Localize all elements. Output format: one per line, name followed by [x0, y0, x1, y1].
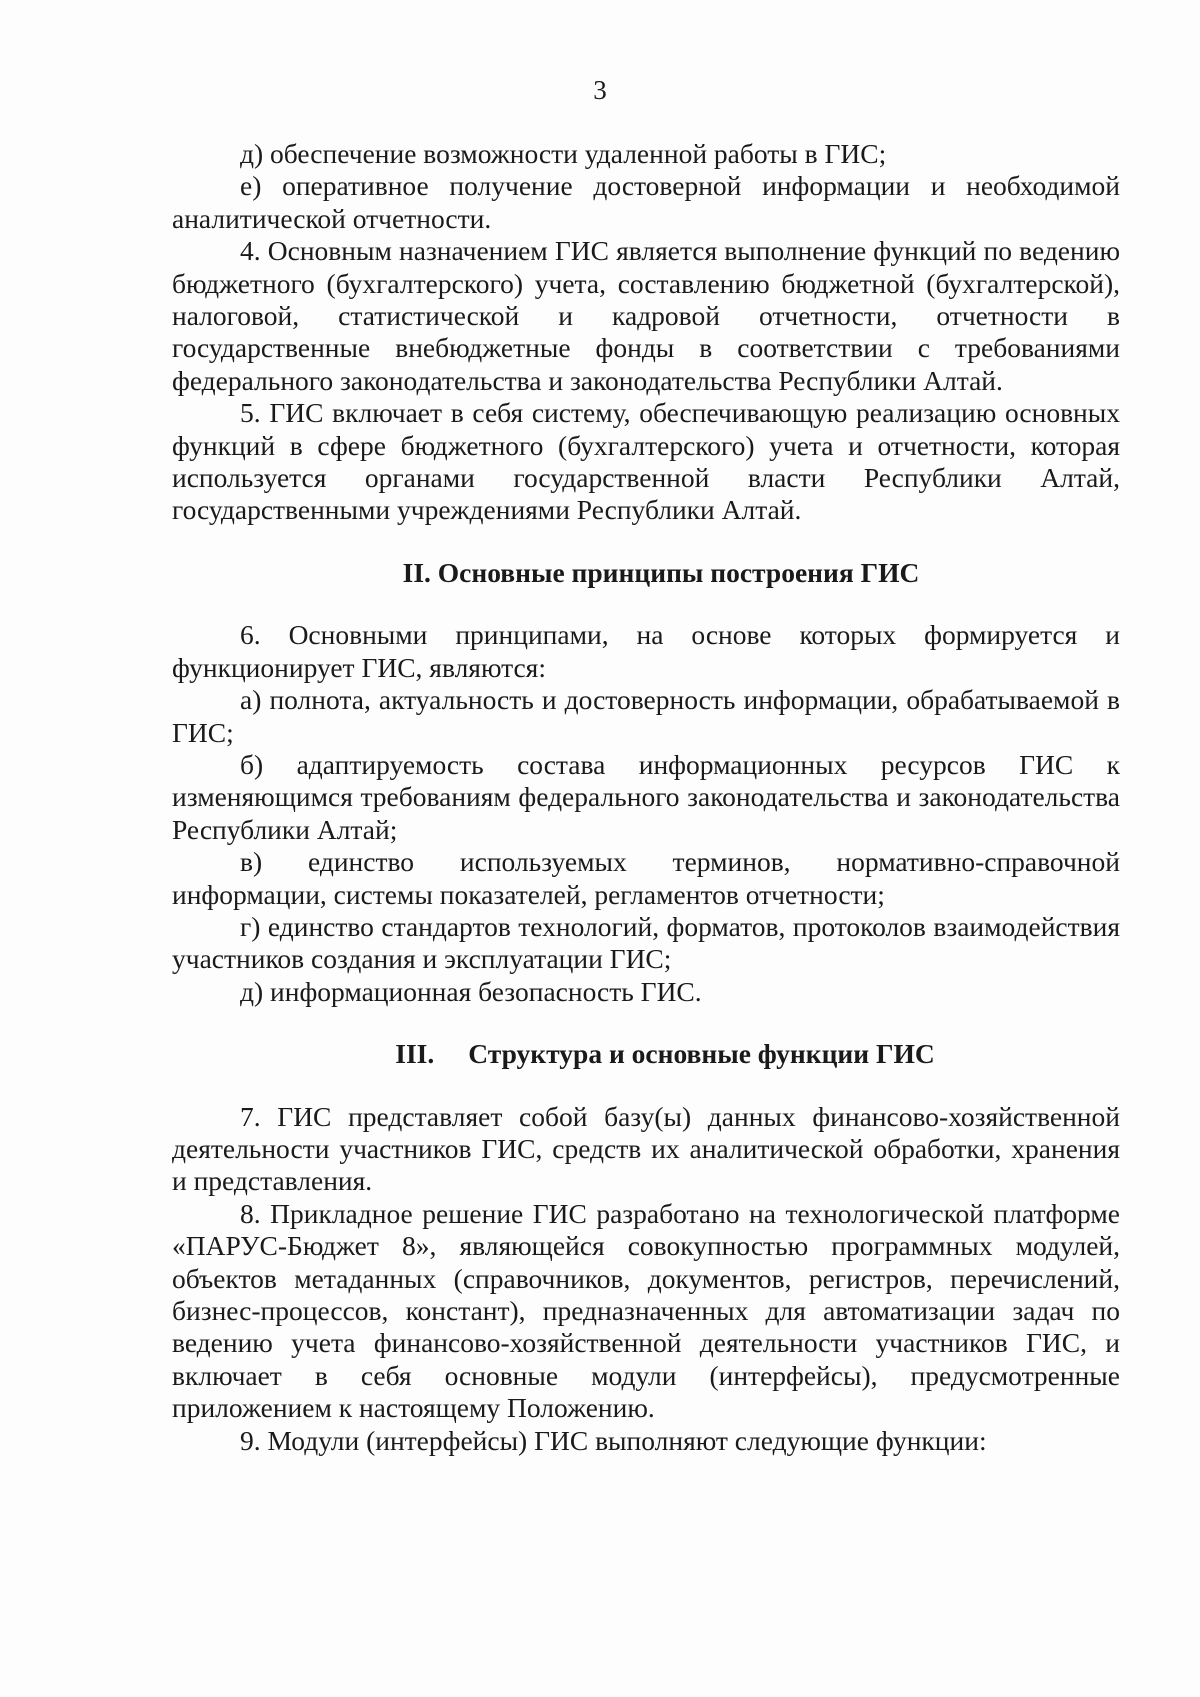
paragraph-8: 8. Прикладное решение ГИС разработано на технологической платформе «ПАРУС-Бюджет 8», являющейся совокупностью программных модулей, объектов метаданных (справочников, документов, регистров, перечислений, бизнес-процессов, констант), предназначенных для автоматизации задач по ведению учета финансово-хозяйственной деятельности участников ГИС, и включает в себя основные модули (интерфейсы), предусмотренные приложением к настоящему Положению. [172, 1197, 1120, 1424]
section-2-heading: II. Основные принципы построения ГИС [402, 556, 920, 588]
principle-v: в) единство используемых терминов, нормативно-справочной информации, системы показателей, регламентов отчетности; [172, 846, 1120, 910]
principle-d: д) информационная безопасность ГИС. [240, 975, 702, 1007]
paragraph-4: 4. Основным назначением ГИС является выполнение функций по ведению бюджетного (бухгалтерского) учета, составлению бюджетной (бухгалтерской), налоговой, статистической и кадровой отчетности, отчетности в государственные внебюджетные фонды в соответствии с требованиями федерального законодательства и законодательства Республики Алтай. [172, 235, 1120, 396]
principle-b: б) адаптируемость состава информационных ресурсов ГИС к изменяющимся требованиям федерального законодательства и законодательства Республики Алтай; [172, 748, 1120, 845]
section-3-heading [172, 1038, 1120, 1070]
paragraph-item-d: д) обеспечение возможности удаленной работы в ГИС; [240, 138, 887, 169]
section-3-title: Структура и основные функции ГИС [468, 1038, 935, 1070]
paragraph-item-e: е) оперативное получение достоверной информации и необходимой аналитической отчетности. [172, 170, 1120, 234]
paragraph-6: 6. Основными принципами, на основе которых формируется и функционирует ГИС, являются: [172, 619, 1120, 683]
paragraph-9: 9. Модули (интерфейсы) ГИС выполняют следующие функции: [240, 1424, 987, 1456]
principle-a: а) полнота, актуальность и достоверность информации, обрабатываемой в ГИС; [172, 684, 1120, 748]
section-3-number: III. [395, 1038, 435, 1070]
page-number: 3 [593, 75, 607, 105]
paragraph-7: 7. ГИС представляет собой базу(ы) данных финансово-хозяйственной деятельности участников ГИС, средств их аналитической обработки, хранения и представления. [172, 1100, 1120, 1197]
paragraph-5: 5. ГИС включает в себя систему, обеспечивающую реализацию основных функций в сфере бюджетного (бухгалтерского) учета и отчетности, которая используется органами государственной власти Республики Алтай, государственными учреждениями Республики Алтай. [172, 397, 1120, 526]
principle-g: г) единство стандартов технологий, форматов, протоколов взаимодействия участников создания и эксплуатации ГИС; [172, 910, 1120, 975]
document-body [172, 138, 1120, 1457]
